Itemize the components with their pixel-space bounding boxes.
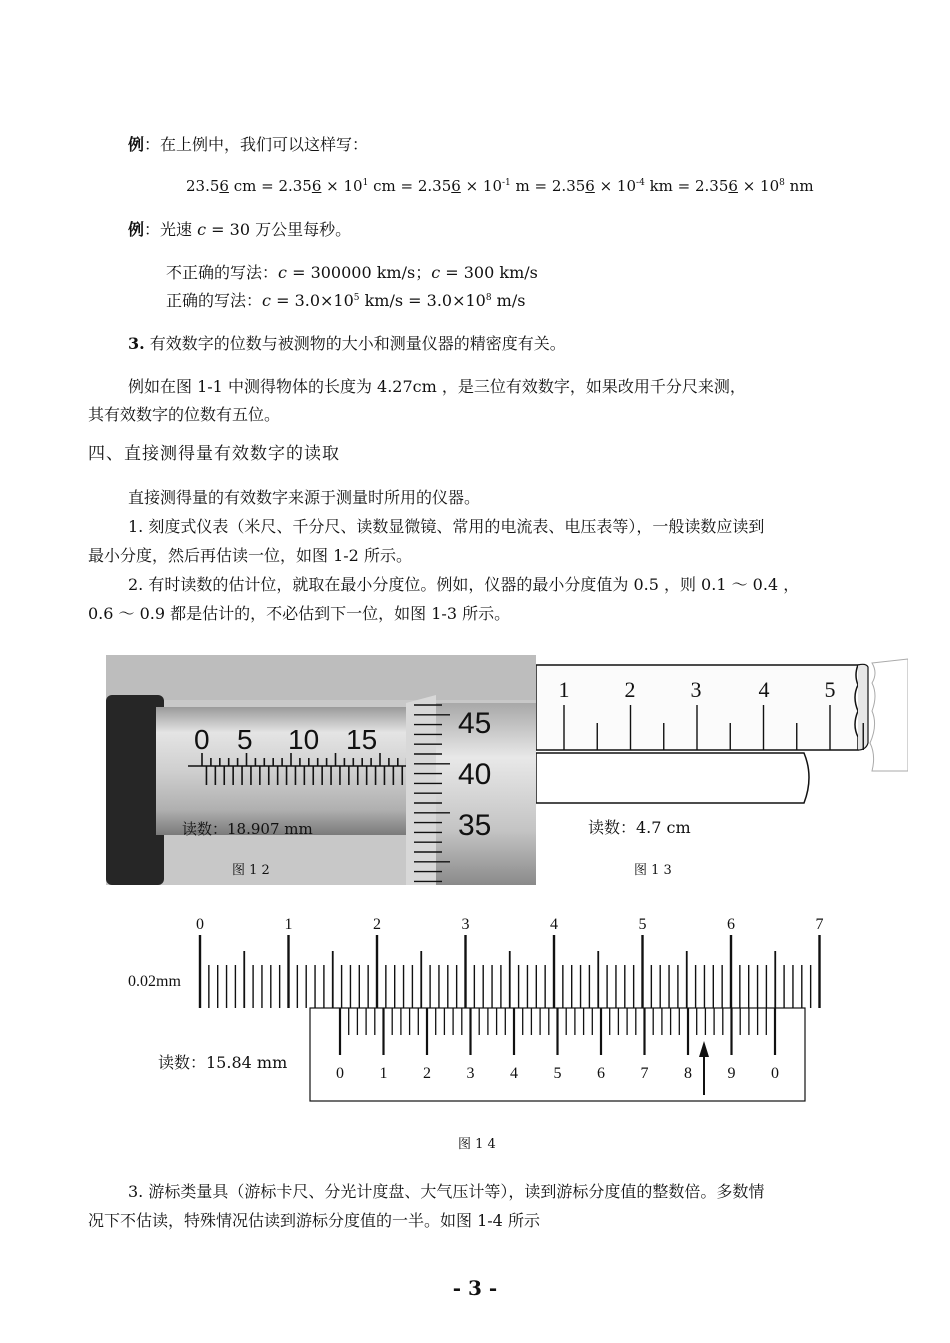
formula-part: × 10: [737, 177, 780, 195]
symbol-c: c: [262, 291, 271, 310]
main-scale-number: 5: [638, 916, 647, 933]
thimble-numbers: [458, 707, 491, 842]
symbol-c: c: [278, 263, 287, 282]
ruler-number: 4: [758, 677, 770, 702]
vernier-number: 0: [336, 1065, 344, 1082]
para-direct: 直接测得量的有效数字来源于测量时所用的仪器。: [128, 488, 481, 507]
thimble-number: 35: [458, 809, 492, 842]
item-1-line2: 最小分度，然后再估读一位，如图 1-2 所示。: [88, 546, 412, 565]
example-label: 例: [128, 135, 145, 154]
main-scale-numbers: [196, 916, 824, 933]
vernier-number: 5: [553, 1065, 562, 1082]
fig12-caption: 图 1 2: [232, 863, 270, 878]
example-label: 例: [128, 220, 145, 239]
item-2-line2: 0.6 ～ 0.9 都是估计的，不必估到下一位，如图 1-3 所示。: [88, 604, 511, 623]
ruler-number: 2: [624, 677, 636, 702]
formula-exponent: 8: [779, 178, 785, 188]
fig12-reading: 读数：18.907 mm: [182, 820, 313, 838]
example-text: = 30 万公里每秒。: [206, 220, 352, 239]
formula-part: nm: [784, 177, 814, 195]
ruler-broken-end: [870, 659, 908, 771]
vernier-number: 4: [510, 1065, 518, 1082]
vernier-number: 6: [597, 1065, 605, 1082]
vernier-number: 8: [684, 1065, 692, 1082]
precision-label: 0.02mm: [128, 973, 181, 990]
para-example-line2: 其有效数字的位数有五位。: [88, 405, 281, 424]
sleeve-number: 10: [288, 724, 320, 755]
thimble-bevel: [406, 695, 436, 885]
thimble-number: 45: [458, 707, 492, 740]
formula-underlined-digit: 6: [585, 177, 595, 195]
fig14-reading: 读数：15.84 mm: [158, 1053, 288, 1072]
vernier-number: 2: [423, 1065, 431, 1082]
example-text: ：在上例中，我们可以这样写：: [144, 135, 369, 154]
ruler-number: 3: [690, 677, 702, 702]
example-text: ：光速: [144, 220, 198, 239]
item-3-line2: 况下不估读，特殊情况估读到游标分度值的一半。如图 1-4 所示: [88, 1211, 540, 1230]
formula-exponent: 1: [362, 178, 369, 188]
right-value: km/s = 3.0×10: [359, 291, 486, 310]
formula-part: 23.5: [186, 177, 220, 195]
wrong-value: = 300 km/s: [440, 263, 538, 282]
page-number: - 3 -: [452, 1276, 498, 1300]
main-scale-number: 2: [373, 916, 381, 933]
example-2: [128, 222, 351, 238]
formula-underlined-digit: 6: [219, 177, 229, 195]
wrong-value: = 300000 km/s；: [286, 263, 432, 282]
right-label: 正确的写法：: [166, 291, 263, 310]
fig14-caption: 图 1 4: [458, 1137, 496, 1152]
figure-1-3-ruler: [536, 655, 908, 885]
main-scale-number: 1: [284, 916, 293, 933]
sleeve-number: 0: [194, 724, 210, 755]
right-value: m/s: [491, 291, 526, 310]
example-1: [128, 137, 368, 153]
formula-part: × 10: [460, 177, 502, 195]
photo-background-top: [106, 655, 536, 700]
main-scale-number: 6: [727, 916, 735, 933]
fig13-caption: 图 1 3: [634, 863, 672, 878]
symbol-c: c: [431, 263, 441, 282]
right-notation: [166, 293, 525, 309]
wrong-label: 不正确的写法：: [166, 263, 279, 282]
main-scale-number: 3: [461, 916, 470, 933]
sleeve-number: 15: [346, 724, 378, 755]
vernier-number: 1: [379, 1065, 388, 1082]
sleeve-number: 5: [237, 724, 253, 755]
frame-anvil: [106, 695, 164, 885]
formula-sig-figs: [186, 179, 814, 194]
point-3: [128, 336, 566, 352]
formula-part: cm = 2.35: [368, 177, 452, 195]
formula-part: km = 2.35: [644, 177, 729, 195]
figure-1-4-vernier: [120, 905, 840, 1165]
symbol-c: c: [197, 220, 207, 239]
formula-underlined-digit: 6: [451, 177, 461, 195]
formula-exponent: -4: [636, 178, 645, 188]
vernier-number: 3: [466, 1065, 475, 1082]
formula-part: × 10: [594, 177, 637, 195]
vernier-number: 0: [771, 1065, 779, 1082]
wrong-notation: [166, 265, 538, 281]
exponent: 8: [485, 293, 492, 303]
point-number: 3.: [128, 334, 145, 353]
point-text: 有效数字的位数与被测物的大小和测量仪器的精密度有关。: [144, 334, 566, 353]
formula-part: × 10: [321, 177, 363, 195]
formula-exponent: -1: [502, 178, 511, 188]
formula-part: cm = 2.35: [228, 177, 312, 195]
exponent: 5: [353, 293, 360, 303]
vernier-number: 7: [640, 1065, 649, 1082]
thimble-number: 40: [458, 758, 492, 791]
main-scale-number: 0: [196, 916, 204, 933]
main-scale-ticks: [200, 935, 820, 1008]
vernier-number: 9: [727, 1065, 736, 1082]
figure-1-2-micrometer: [106, 655, 536, 885]
right-value: = 3.0×10: [270, 291, 354, 310]
main-scale-number: 7: [815, 916, 824, 933]
ruler-number: 5: [824, 677, 836, 702]
section-heading: 四、直接测得量有效数字的读取: [88, 444, 340, 464]
item-3-line1: 3. 游标类量具（游标卡尺、分光计度盘、大气压计等），读到游标分度值的整数倍。多数情: [128, 1182, 765, 1201]
fig13-reading: 读数：4.7 cm: [588, 818, 691, 837]
formula-underlined-digit: 6: [311, 177, 322, 195]
para-example-line1: 例如在图 1-1 中测得物体的长度为 4.27cm ，是三位有效数字，如果改用千分尺来测，: [128, 377, 746, 396]
formula-part: m = 2.35: [510, 177, 586, 195]
main-scale-number: 4: [550, 916, 558, 933]
item-1-line1: 1. 刻度式仪表（米尺、千分尺、读数显微镜、常用的电流表、电压表等），一般读数应读到: [128, 517, 765, 536]
ruler-number: 1: [558, 677, 570, 702]
formula-underlined-digit: 6: [728, 177, 738, 195]
item-2-line1: 2. 有时读数的估计位，就取在最小分度位。例如，仪器的最小分度值为 0.5 ，则 0.1 ～ 0.4 ，: [128, 575, 800, 594]
rod: [536, 753, 809, 803]
